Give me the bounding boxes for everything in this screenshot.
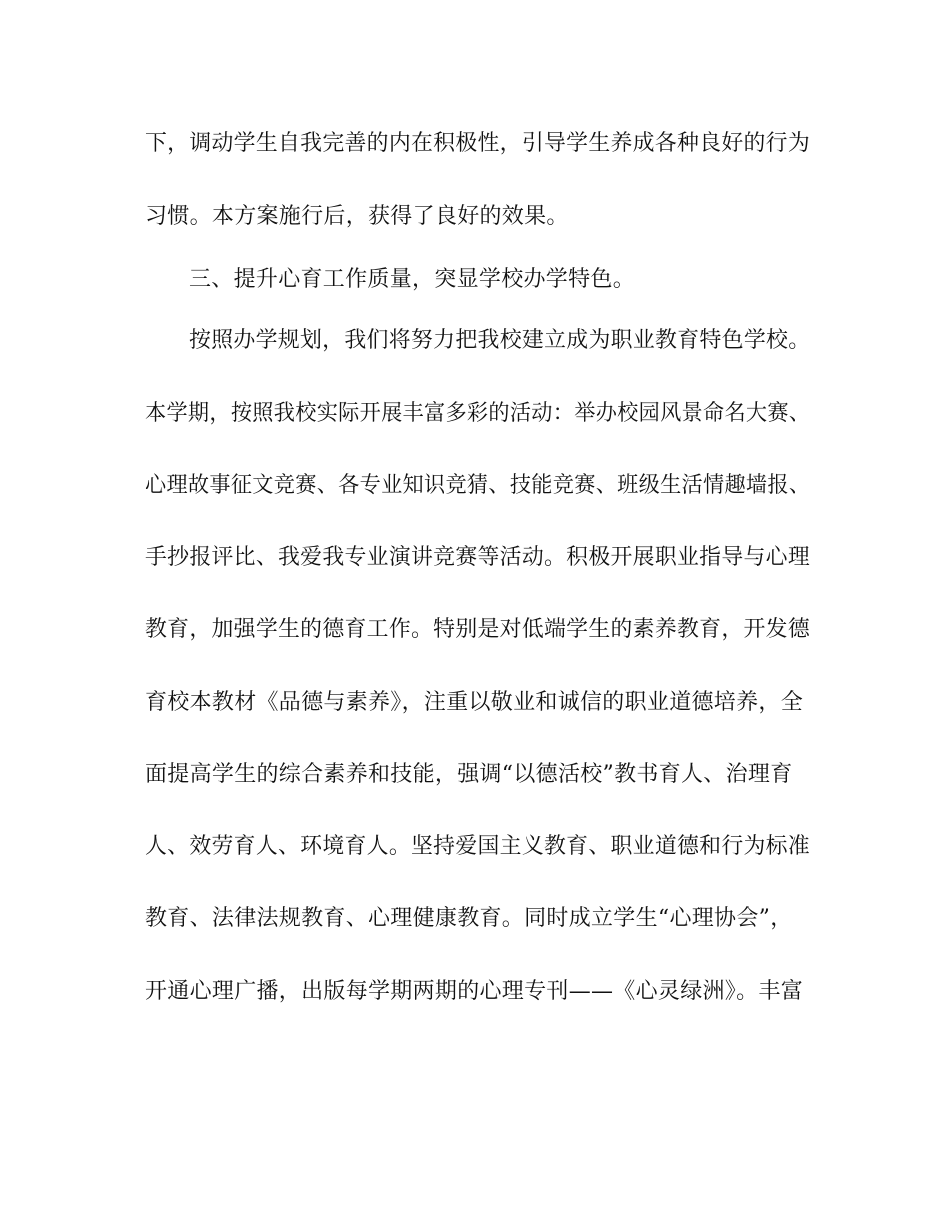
paragraph-line-8: 教育，加强学生的德育工作。特别是对低端学生的素养教育，开发德: [145, 617, 811, 642]
paragraph-line-4: 按照办学规划，我们将努力把我校建立成为职业教育特色学校。: [189, 328, 811, 353]
section-heading: 三、提升心育工作质量，突显学校办学特色。: [189, 267, 636, 292]
paragraph-line-12: 教育、法律法规教育、心理健康教育。同时成立学生“心理协会”，: [145, 906, 793, 931]
paragraph-line-7: 手抄报评比、我爱我专业演讲竞赛等活动。积极开展职业指导与心理: [145, 545, 811, 570]
paragraph-line-13: 开通心理广播，出版每学期两期的心理专刊——《心灵绿洲》。丰富: [145, 979, 804, 1004]
paragraph-line-2: 习惯。本方案施行后，获得了良好的效果。: [145, 204, 569, 229]
paragraph-line-10: 面提高学生的综合素养和技能，强调“以德活校”教书育人、治理育: [145, 762, 793, 787]
paragraph-line-11: 人、效劳育人、环境育人。坚持爱国主义教育、职业道德和行为标准: [145, 834, 811, 859]
paragraph-line-9: 育校本教材《品德与素养》，注重以敬业和诚信的职业道德培养，全: [145, 690, 804, 715]
paragraph-line-6: 心理故事征文竞赛、各专业知识竞猜、技能竞赛、班级生活情趣墙报、: [145, 473, 811, 498]
paragraph-line-5: 本学期，按照我校实际开展丰富多彩的活动：举办校园风景命名大赛、: [145, 401, 811, 426]
paragraph-line-1: 下，调动学生自我完善的内在积极性，引导学生养成各种良好的行为: [145, 131, 811, 156]
